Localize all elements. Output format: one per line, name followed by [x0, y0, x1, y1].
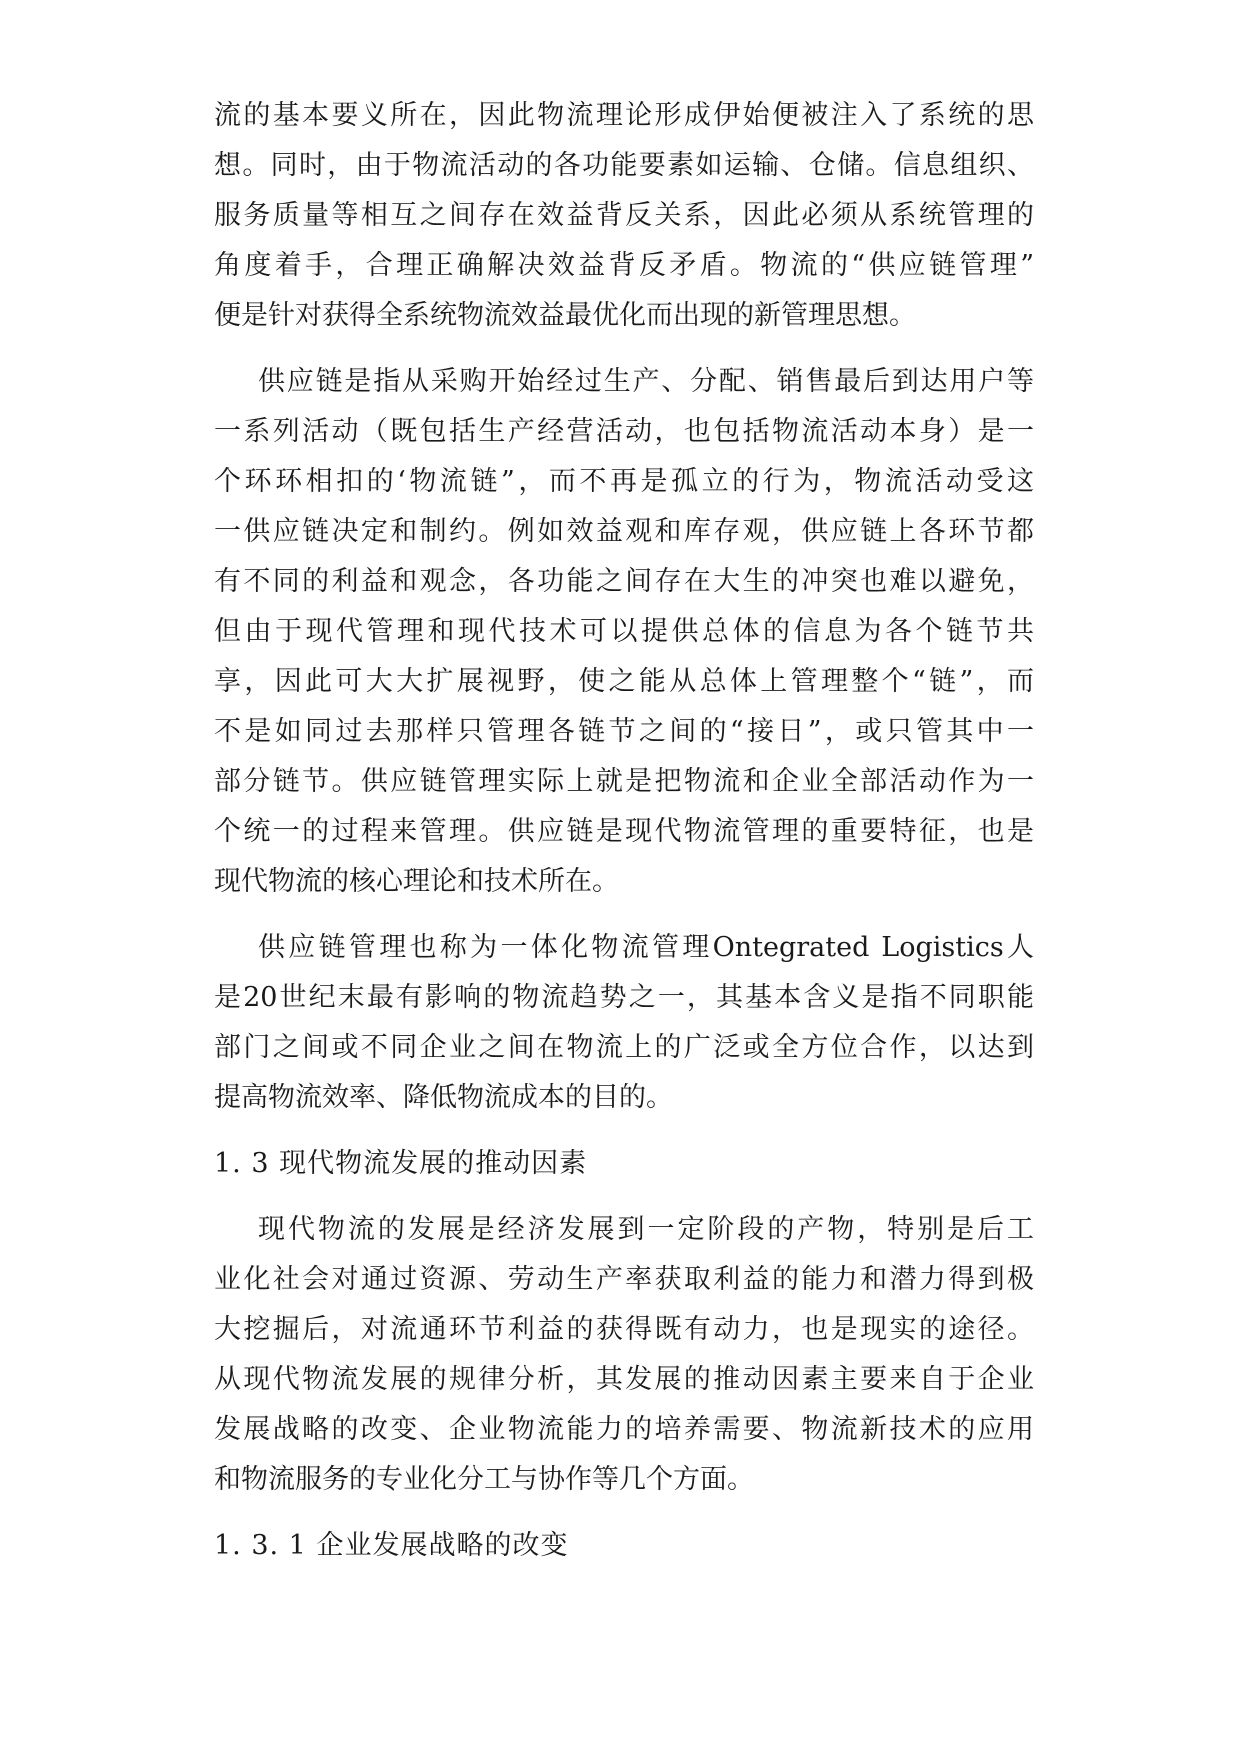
- paragraph-first-line: 供应链管理也称为一体化物流管理Ontegrated Logistics人: [258, 932, 1034, 963]
- text-line: 享，因此可大大扩展视野，使之能从总体上管理整个“链”，而: [214, 666, 1034, 697]
- text-line: 部分链节。供应链管理实际上就是把物流和企业全部活动作为一: [214, 766, 1034, 797]
- text-line: 便是针对获得全系统物流效益最优化而出现的新管理思想。: [214, 300, 916, 331]
- text-line: 是20世纪末最有影响的物流趋势之一，其基本含义是指不同职能: [214, 982, 1034, 1013]
- text-line: 一供应链决定和制约。例如效益观和库存观，供应链上各环节都: [214, 516, 1034, 547]
- text-line: 流的基本要义所在，因此物流理论形成伊始便被注入了系统的思: [214, 100, 1034, 131]
- section-heading: 1. 3 现代物流发展的推动因素: [214, 1148, 588, 1179]
- subsection-heading: 1. 3. 1 企业发展战略的改变: [214, 1530, 569, 1561]
- text-line: 从现代物流发展的规律分析，其发展的推动因素主要来自于企业: [214, 1364, 1034, 1395]
- text-line: 个统一的过程来管理。供应链是现代物流管理的重要特征，也是: [214, 816, 1034, 847]
- text-line: 不是如同过去那样只管理各链节之间的“接日”，或只管其中一: [214, 716, 1034, 747]
- text-line: 业化社会对通过资源、劳动生产率获取利益的能力和潜力得到极: [214, 1264, 1034, 1295]
- paragraph-first-line: 现代物流的发展是经济发展到一定阶段的产物，特别是后工: [258, 1214, 1034, 1245]
- text-line: 提高物流效率、降低物流成本的目的。: [214, 1082, 673, 1113]
- text-line: 有不同的利益和观念，各功能之间存在大生的冲突也难以避免，: [214, 566, 1034, 597]
- text-line: 角度着手，合理正确解决效益背反矛盾。物流的“供应链管理”: [214, 250, 1034, 281]
- text-line: 一系列活动（既包括生产经营活动，也包括物流活动本身）是一: [214, 416, 1034, 447]
- text-line: 想。同时，由于物流活动的各功能要素如运输、仓储。信息组织、: [214, 150, 1034, 181]
- text-line: 但由于现代管理和现代技术可以提供总体的信息为各个链节共: [214, 616, 1034, 647]
- text-line: 现代物流的核心理论和技术所在。: [214, 866, 619, 897]
- text-line: 服务质量等相互之间存在效益背反关系，因此必须从系统管理的: [214, 200, 1034, 231]
- text-line: 发展战略的改变、企业物流能力的培养需要、物流新技术的应用: [214, 1414, 1034, 1445]
- text-line: 大挖掘后，对流通环节利益的获得既有动力，也是现实的途径。: [214, 1314, 1034, 1345]
- text-line: 和物流服务的专业化分工与协作等几个方面。: [214, 1464, 754, 1495]
- text-line: 部门之间或不同企业之间在物流上的广泛或全方位合作，以达到: [214, 1032, 1034, 1063]
- paragraph-first-line: 供应链是指从采购开始经过生产、分配、销售最后到达用户等: [258, 366, 1034, 397]
- text-line: 个环环相扣的‘物流链”，而不再是孤立的行为，物流活动受这: [214, 466, 1034, 497]
